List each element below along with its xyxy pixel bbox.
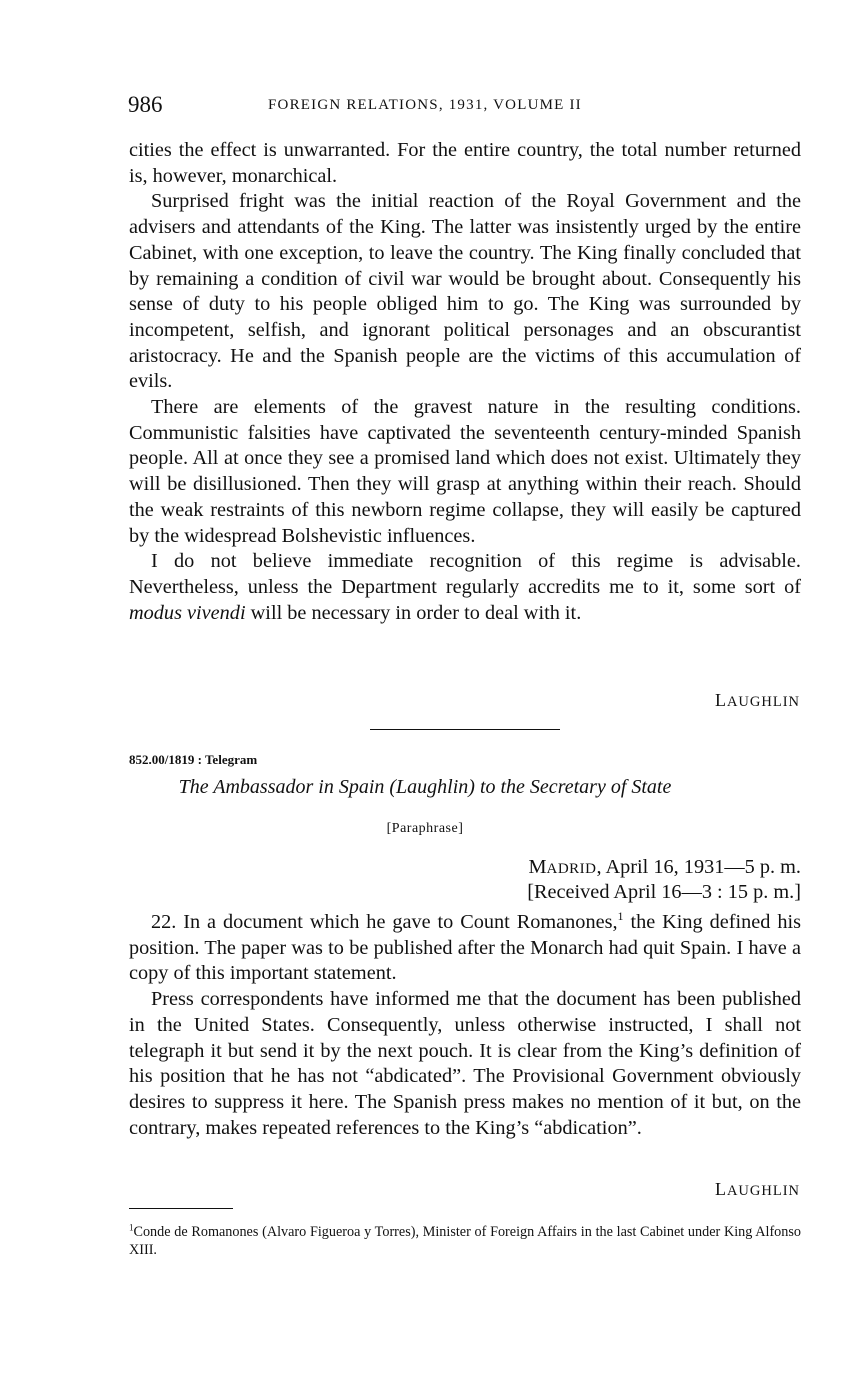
doc1-paragraph-4: [129, 549, 801, 626]
footnote-rule: [129, 1208, 233, 1209]
dateline: MADRID, April 16, 1931—5 p. m.: [528, 856, 801, 878]
doc2-paragraph-2: Press correspondents have informed me that the document has been published in the United States. Consequently, unless otherwise instructed, I shall not telegraph it but send it by the next pouch. It is clear from the King’s definition of his position that he has not “abdicated”. The Provisional Government obviously desires to suppress it here. The Spanish press makes no mention of it but, on the contrary, makes repeated references to the King’s “abdication”.: [129, 988, 801, 1139]
doc1-paragraph-4-text-b: will be necessary in order to deal with it.: [245, 601, 582, 624]
footnote-mark: 1: [129, 1222, 134, 1233]
doc1-paragraph-2: Surprised fright was the initial reaction of the Royal Government and the advisers and attendants of the King. The latter was insistently urged by the entire Cabinet, with one exception, to leave the country. The King finally concluded that by remaining a condition of civil war would be brought about. Consequently his sense of duty to his people obliged him to go. The King was surrounded by incompetent, selfish, and ignorant political personages and an obscurantist aristocracy. He and the Spanish people are the victims of this accumulation of evils.: [129, 190, 801, 393]
document-title: The Ambassador in Spain (Laughlin) to the Secretary of State: [178, 776, 672, 798]
doc2-paragraph-1: 22. In a document which he gave to Count Romanones,$^1$ the King defined his position. The paper was to be published after the Monarch had quit Spain. I have a copy of this important statement.: [129, 909, 801, 985]
page-number: 986: [128, 92, 163, 117]
doc1-paragraph-4-text-a: I do not believe immediate recognition of this regime is advisable. Nevertheless, unless the Department regularly accredits me to it, some sort of: [129, 550, 801, 598]
doc1-signature: LAUGHLIN: [714, 690, 800, 710]
doc2-body: [129, 910, 801, 1141]
received-line: [Received April 16—3 : 15 p. m.]: [527, 881, 801, 903]
footnote: [129, 1224, 801, 1259]
doc2-signature: LAUGHLIN: [714, 1179, 800, 1199]
footnote-text: Conde de Romanones (Alvaro Figueroa y Torres), Minister of Foreign Affairs in the last Cabinet under King Alfonso XIII.: [129, 1224, 801, 1258]
section-divider: [370, 729, 560, 730]
page-header: [128, 92, 800, 122]
file-reference: 852.00/1819 : Telegram: [129, 752, 258, 767]
doc1-paragraph-1: cities the effect is unwarranted. For the entire country, the total number returned is, however, monarchical.: [129, 139, 801, 187]
modus-vivendi-italic: modus vivendi: [129, 601, 246, 624]
footnote-reference[interactable]: 1: [617, 909, 624, 924]
paraphrase-label: [Paraphrase]: [386, 821, 464, 836]
doc1-paragraph-3: There are elements of the gravest nature in the resulting conditions. Communistic falsities have captivated the seventeenth century-minded Spanish people. All at once they see a promised land which does not exist. Ultimately they will be disillusioned. Then they will grasp at anything within their reach. Should the weak restraints of this newborn regime collapse, they will easily be captured by the widespread Bolshevistic influences.: [129, 396, 801, 547]
running-head: FOREIGN RELATIONS, 1931, VOLUME II: [268, 97, 582, 113]
doc1-body: [129, 138, 801, 626]
